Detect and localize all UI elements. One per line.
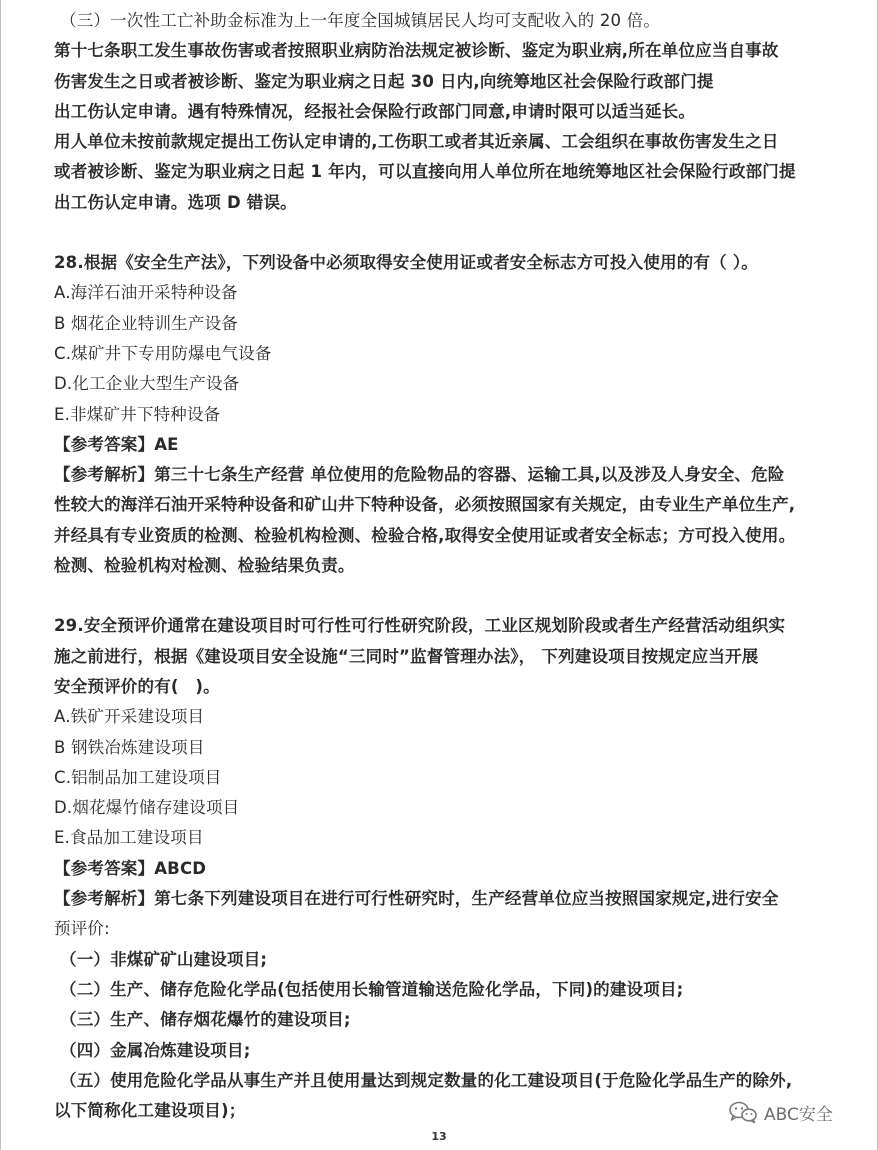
text-line: 用人单位未按前款规定提出工伤认定申请的,工伤职工或者其近亲属、工会组织在事故伤害发生之日 [54,132,779,152]
text-line: D.化工企业大型生产设备 [54,374,240,394]
text-line: （一）非煤矿矿山建设项目; [60,949,268,969]
page-number: 13 [431,1130,447,1143]
text-line: （四）金属冶炼建设项目; [60,1040,251,1060]
text-line: 28.根据《安全生产法》，下列设备中必须取得安全使用证或者安全标志方可投入使用的有（ ）。 [54,253,758,273]
text-line: 出工伤认定申请。选项 D 错误。 [54,192,297,212]
text-line: （五）使用危险化学品从事生产并且使用量达到规定数量的化工建设项目(于危险化学品生产的除外, [60,1070,793,1090]
text-line: 【参考答案】ABCD [54,858,207,878]
text-line: C.铝制品加工建设项目 [54,767,222,787]
paragraph-gap [54,218,844,248]
text-line: 伤害发生之日或者被诊断、鉴定为职业病之日起 30 日内,向统筹地区社会保险行政部门提 [54,71,714,91]
text-line: 29.安全预评价通常在建设项目时可行性可行性研究阶段，工业区规划阶段或者生产经营活动组织实 [54,616,786,636]
paragraph-gap [54,581,844,611]
text-line: E.食品加工建设项目 [54,828,204,848]
text-line: 第十七条职工发生事故伤害或者按照职业病防治法规定被诊断、鉴定为职业病,所在单位应当自事故 [54,41,779,61]
page-border-left [0,0,1,1150]
text-line: E.非煤矿井下特种设备 [54,404,221,424]
text-line: A.海洋石油开采特种设备 [54,283,238,303]
text-line: 以下简称化工建设项目)； [54,1101,246,1121]
text-line: 出工伤认定申请。遇有特殊情况，经报社会保险行政部门同意,申请时限可以适当延长。 [54,101,696,121]
watermark [728,1099,833,1125]
text-line: （二）生产、储存危险化学品(包括使用长输管道输送危险化学品，下同)的建设项目; [60,979,684,999]
text-line: A.铁矿开采建设项目 [54,707,205,727]
text-line: 【参考解析】第三十七条生产经营 单位使用的危险物品的容器、运输工具,以及涉及人身安全、危险 [54,465,785,485]
text-line: 预评价: [54,919,110,939]
watermark-text: ABC安全 [764,1104,833,1125]
text-line: 【参考答案】AE [54,434,179,454]
text-line: C.煤矿井下专用防爆电气设备 [54,343,272,363]
text-line: 【参考解析】第七条下列建设项目在进行可行性研究时，生产经营单位应当按照国家规定,进行安全 [54,889,779,909]
text-line: 并经具有专业资质的检测、检验机构检测、检验合格,取得安全使用证或者安全标志；方可投入使用。 [54,525,796,545]
text-line: 检测、检验机构对检测、检验结果负责。 [54,556,355,576]
text-line: 安全预评价的有( )。 [54,676,220,696]
text-line: （三）一次性工亡补助金标准为上一年度全国城镇居民人均可支配收入的 20 倍。 [60,11,661,30]
text-line: B 钢铁冶炼建设项目 [54,737,205,757]
text-line: （三）生产、储存烟花爆竹的建设项目; [60,1010,351,1030]
text-line: D.烟花爆竹储存建设项目 [54,798,240,818]
wechat-icon [728,1100,758,1124]
text-line: B 烟花企业特训生产设备 [54,313,238,333]
text-line: 施之前进行，根据《建设项目安全设施“三同时”监督管理办法》， 下列建设项目按规定应当开展 [54,646,759,666]
text-line: 性较大的海洋石油开采特种设备和矿山井下特种设备，必须按照国家有关规定，由专业生产单位生产, [54,495,796,515]
text-line: 或者被诊断、鉴定为职业病之日起 1 年内，可以直接向用人单位所在地统筹地区社会保险行政部门提 [54,162,796,182]
document-body [54,6,844,1126]
